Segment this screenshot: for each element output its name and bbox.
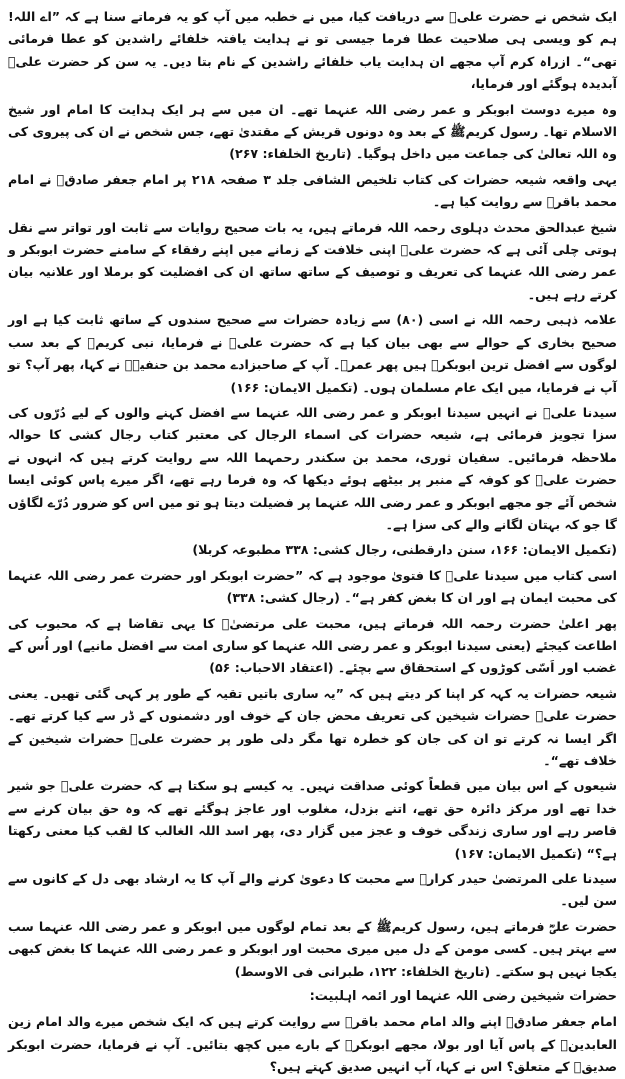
paragraph-ala-hazrat: پھر اعلیٰ حضرت رحمہ اللہ فرماتے ہیں، محبت علی مرتضیٰؓ کا یہی تقاضا ہے کہ محبوب کی اطاعت کیجئے (یعنی سیدنا ابوبکر و عمر رضی اللہ عنہما کو ساری امت سے افضل مانیے) اور اُس کے غضب اور اَسّی کوڑوں کے استحقاق سے بچئے۔ (اعتقاد الاحباب: ۵۶): [8, 615, 617, 676]
section-heading: حضرات شیخین رضی اللہ عنہما اور ائمہ اہلبیت:: [309, 989, 617, 1005]
paragraph-allama-dhahabi: علامہ ذہبی رحمہ اللہ نے اسی (۸۰) سے زیادہ حضرات سے صحیح سندوں کے ساتھ ثابت کیا ہے اور صحیح بخاری کے حوالے سے بھی بیان کیا ہے کہ حضرت علیؓ نے فرمایا، نبی کریمﷺ کے بعد سب لوگوں سے افضل ترین ابوبکرؓ ہیں پھر عمرؓ۔ آپ کے صاحبزادے محمد بن حنفیہؒ نے کہا، پھر آپ؟ تو آپ نے فرمایا، میں ایک عام مسلمان ہوں۔ (تکمیل الایمان: ۱۶۶): [8, 312, 617, 395]
paragraph-rebuttal: شیعوں کے اس بیان میں قطعاً کوئی صداقت نہیں۔ یہ کیسے ہو سکتا ہے کہ حضرت علیؓ جو شیر خدا تھے اور مرکز دائرہ حق تھے، اتنے بزدل، مغلوب اور عاجز ہوگئے تھے کہ وہ حق بیان کرنے سے قاصر رہے اور ساری زندگی خوف و عجز میں گزار دی، پھر اسد اللہ الغالب کا لقب کیا معنی رکھتا ہے؟“ (تکمیل الایمان: ۱۶۷): [8, 778, 617, 861]
paragraph-taqiyya-claim: شیعہ حضرات یہ کہہ کر اپنا کر دیتے ہیں کہ ”یہ ساری باتیں تقیہ کے طور پر کہی گئی تھیں۔ یعنی حضرت علیؓ حضرات شیخین کی تعریف محض جان کے خوف اور دشمنوں کے ڈر سے کیا کرتے تھے۔ اگر ایسا نہ کرتے تو ان کی جان کو خطرہ تھا مگر دلی طور پر حضرت علیؓ حضرات شیخین کے خلاف تھے“۔: [8, 685, 617, 768]
paragraph-reference: (تکمیل الایمان: ۱۶۶، سنن دارقطنی، رجال کشی: ۳۳۸ مطبوعہ کربلا): [192, 542, 617, 558]
paragraph-fatwa: اسی کتاب میں سیدنا علیؓ کا فتویٰ موجود ہے کہ ”حضرت ابوبکر اور حضرت عمر رضی اللہ عنہما کی محبت ایمان ہے اور ان کا بغض کفر ہے“۔ (رجال کشی: ۳۳۸): [8, 567, 617, 606]
paragraph-imam-jafar: امام جعفر صادقؒ اپنے والد امام محمد باقرؒ سے روایت کرتے ہیں کہ ایک شخص میرے والد امام زین العابدینؒ کے پاس آیا اور بولا، مجھے ابوبکرؓ کے بارے میں کچھ بتائیں۔ آپ نے فرمایا، حضرت ابوبکر صدیقؓ کے متعلق؟ اس نے کہا، آپ انہیں صدیق کہتے ہیں؟: [8, 1014, 617, 1075]
paragraph-rijal-kashi: سیدنا علیؓ نے انہیں سیدنا ابوبکر و عمر رضی اللہ عنہما سے افضل کہنے والوں کے لیے دُرّوں کی سزا تجویز فرمائی ہے، شیعہ حضرات کی اسماء الرجال کی معتبر کتاب رجال کشی کا حوالہ ملاحظہ فرمائیں۔ سفیان ثوری، محمد بن سکندر رحمہما اللہ سے روایت کرتے ہیں کہ انہوں نے حضرت علیؓ کو کوفہ کے منبر پر بیٹھے ہوئے دیکھا کہ وہ فرما رہے تھے، اگر میرے پاس کوئی ایسا شخص آئے جو مجھے ابوبکر و عمر رضی اللہ عنہما پر فضیلت دیتا ہو تو میں اس کو ضرور دُرّے لگاؤں گا جو کہ بہتان لگانے والے کی سزا ہے۔: [8, 404, 617, 532]
paragraph-hazrat-ali-saying: حضرت علیؓ فرماتے ہیں، رسول کریمﷺ کے بعد تمام لوگوں میں ابوبکر و عمر رضی اللہ عنہما سب سے بہتر ہیں۔ کسی مومن کے دل میں میری محبت اور ابوبکر و عمر رضی اللہ عنہما کا بغض کبھی یکجا نہیں ہو سکتے۔ (تاریخ الخلفاء: ۱۲۲، طبرانی فی الاوسط): [8, 918, 617, 979]
paragraph-shia-source: یہی واقعہ شیعہ حضرات کی کتاب تلخیص الشافی جلد ۳ صفحہ ۲۱۸ پر امام جعفر صادقؒ نے امام محمد باقرؒ سے روایت کیا ہے۔: [8, 171, 617, 210]
paragraph-muhaddith-dehlvi: شیخ عبدالحق محدث دہلوی رحمہ اللہ فرماتے ہیں، یہ بات صحیح روایات سے ثابت اور تواتر سے نقل ہوتی چلی آئی ہے کہ حضرت علیؓ اپنی خلافت کے زمانے میں اپنے رفقاء کے سامنے حضرت ابوبکر و عمر رضی اللہ عنہما کی تعریف و توصیف کے ساتھ ساتھ ان کی افضلیت کو برملا اور علانیہ بیان کرتے رہے ہیں۔: [8, 219, 617, 302]
paragraph-exhortation: سیدنا علی المرتضیٰ حیدر کرارؓ سے محبت کا دعویٰ کرنے والے آپ کا یہ ارشاد بھی دل کے کانوں سے سن لیں۔: [8, 871, 617, 909]
paragraph-answer: وہ میرے دوست ابوبکر و عمر رضی اللہ عنہما تھے۔ ان میں سے ہر ایک ہدایت کا امام اور شیخ الاسلام تھا۔ رسول کریمﷺ کے بعد وہ دونوں قریش کے مقتدیٰ تھے، جس شخص نے ان کی پیروی کی وہ اللہ تعالیٰ کی جماعت میں داخل ہوگیا۔ (تاریخ الخلفاء: ۲۶۷): [8, 101, 617, 162]
paragraph-narration: ایک شخص نے حضرت علیؓ سے دریافت کیا، میں نے خطبہ میں آپ کو یہ فرماتے سنا ہے کہ ”اے اللہ! ہم کو ویسی ہی صلاحیت عطا فرما جیسی تو نے ہدایت یافتہ خلفائے راشدین کو عطا فرمائی تھی“۔ ازراہ کرم آپ مجھے ان ہدایت یاب خلفائے راشدین کے نام بتا دیں۔ یہ سن کر حضرت علیؓ آبدیدہ ہوگئے اور فرمایا،: [8, 9, 617, 92]
